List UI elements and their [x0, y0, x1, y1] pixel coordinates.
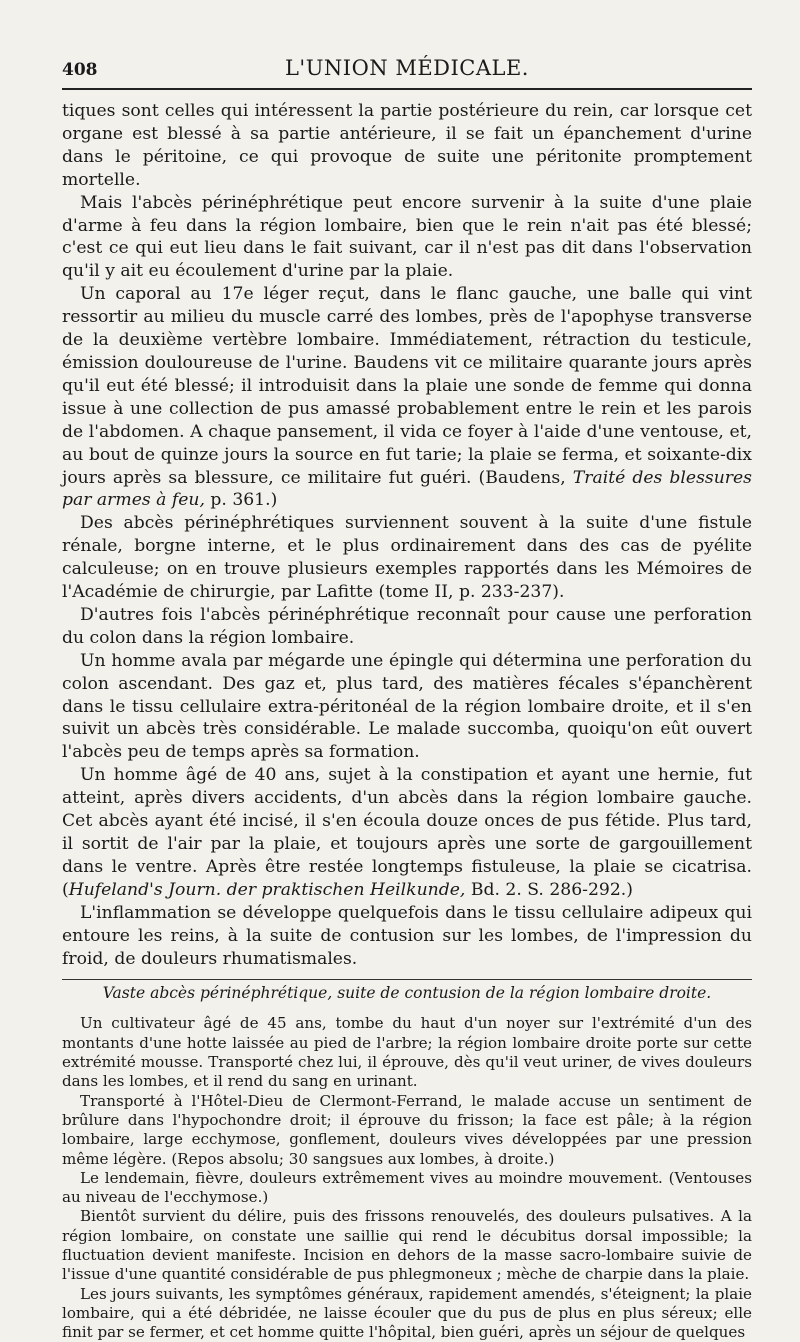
page-body: [62, 100, 752, 1342]
case-report: [62, 1014, 752, 1342]
citation-page: p. 361.): [204, 490, 278, 511]
case-paragraph: Les jours suivants, les symptômes généraux, rapidement amendés, s'éteignent; la plaie lombaire, qui a été débridée, ne laisse écouler que du pus de plus en plus séreux; elle finit par se fermer, et cet homme quitte l'hôpital, bien guéri, après un séjour de quelques: [62, 1284, 752, 1342]
document-page: [62, 50, 752, 1342]
paragraph: Un homme avala par mégarde une épingle qui détermina une perforation du colon ascendant. Des gaz et, plus tard, des matières fécales s'épanchèrent dans le tissu cellulaire extra-péritonéal de la région lombaire droite, et il s'en suivit un abcès très considérable. Le malade succomba, quoiqu'on eût ouvert l'abcès peu de temps après sa formation.: [62, 650, 752, 763]
paragraph: Mais l'abcès périnéphrétique peut encore survenir à la suite d'une plaie d'arme à feu dans la région lombaire, bien que le rein n'ait pas été blessé; c'est ce qui eut lieu dans le fait suivant, car il n'est pas dit dans l'observation qu'il y ait eu écoulement d'urine par la plaie.: [62, 192, 752, 282]
paragraph: [62, 283, 752, 512]
case-paragraph: Le lendemain, fièvre, douleurs extrêmement vives au moindre mouvement. (Ventouses au niveau de l'ecchymose.): [62, 1168, 752, 1207]
case-paragraph: Un cultivateur âgé de 45 ans, tombe du haut d'un noyer sur l'extrémité d'un des montants d'une hotte laissée au pied de l'arbre; la région lombaire droite porte sur cette extrémité mousse. Transporté chez lui, il éprouve, dès qu'il veut uriner, de vives douleurs dans les lombes, et il rend du sang en urinant.: [62, 1014, 752, 1091]
paragraph: [62, 764, 752, 901]
citation-title: Hufeland's Journ. der praktischen Heilkunde,: [68, 879, 466, 900]
running-title: L'UNION MÉDICALE.: [284, 56, 529, 80]
page-header: [62, 50, 752, 86]
case-paragraph: Bientôt survient du délire, puis des frissons renouvelés, des douleurs pulsatives. A la région lombaire, on constate une saillie qui rend le décubitus dorsal impossible; la fluctuation devient manifeste. Incision en dehors de la masse sacro-lombaire suivie de l'issue d'une quantité considérable de pus phlegmoneux ; mèche de charpie dans la plaie.: [62, 1207, 752, 1284]
paragraph-text: Un caporal au 17e léger reçut, dans le flanc gauche, une balle qui vint ressortir au milieu du muscle carré des lombes, près de l'apophyse transverse de la deuxième vertèbre lombaire. Immédiatement, rétraction du testicule, émission douloureuse de l'urine. Baudens vit ce militaire quarante jours après qu'il eut été blessé; il introduisit dans la plaie une sonde de femme qui donna issue à une collection de pus amassé probablement entre le rein et les parois de l'abdomen. A chaque pansement, il vida ce foyer à l'aide d'une ventouse, et, au bout de quinze jours la source en fut tarie; la plaie se ferma, et soixante-dix jours après sa blessure, ce militaire fut guéri. (Baudens,: [62, 284, 752, 488]
case-title: Vaste abcès périnéphrétique, suite de contusion de la région lombaire droite.: [102, 984, 712, 1003]
paragraph-text: Un homme âgé de 40 ans, sujet à la constipation et ayant une hernie, fut atteint, après divers accidents, d'un abcès dans la région lombaire gauche. Cet abcès ayant été incisé, il s'en écoula douze onces de pus fétide. Plus tard, il sortit de l'air par la plaie, et toujours après une sorte de gargouillement dans le ventre. Après être restée longtemps fistuleuse, la plaie se cicatrisa. (: [62, 765, 752, 900]
citation-page: Bd. 2. S. 286-292.): [465, 879, 633, 900]
paragraph: D'autres fois l'abcès périnéphrétique reconnaît pour cause une perforation du colon dans la région lombaire.: [62, 604, 752, 648]
page-number: 408: [62, 60, 98, 80]
case-divider: [62, 979, 752, 980]
paragraph: tiques sont celles qui intéressent la partie postérieure du rein, car lorsque cet organe est blessé à sa partie antérieure, il se fait un épanchement d'urine dans le péritoine, ce qui provoque de suite une péritonite promptement mortelle.: [62, 101, 752, 190]
main-text: [62, 100, 752, 970]
citation-title: Traité des blessures par armes à feu,: [62, 467, 752, 511]
header-rule: [62, 88, 752, 90]
paragraph: L'inflammation se développe quelquefois dans le tissu cellulaire adipeux qui entoure les reins, à la suite de contusion sur les lombes, de l'impression du froid, de douleurs rhumatismales.: [62, 902, 752, 969]
paragraph: Des abcès périnéphrétiques surviennent souvent à la suite d'une fistule rénale, borgne interne, et le plus ordinairement dans des cas de pyélite calculeuse; on en trouve plusieurs exemples rapportés dans les Mémoires de l'Académie de chirurgie, par Lafitte (tome II, p. 233-237).: [62, 513, 752, 603]
case-paragraph: Transporté à l'Hôtel-Dieu de Clermont-Ferrand, le malade accuse un sentiment de brûlure dans l'hypochondre droit; il éprouve du frisson; la face est pâle; à la région lombaire, large ecchymose, gonflement, douleurs vives développées par une pression même légère. (Repos absolu; 30 sangsues aux lombes, à droite.): [62, 1091, 752, 1168]
